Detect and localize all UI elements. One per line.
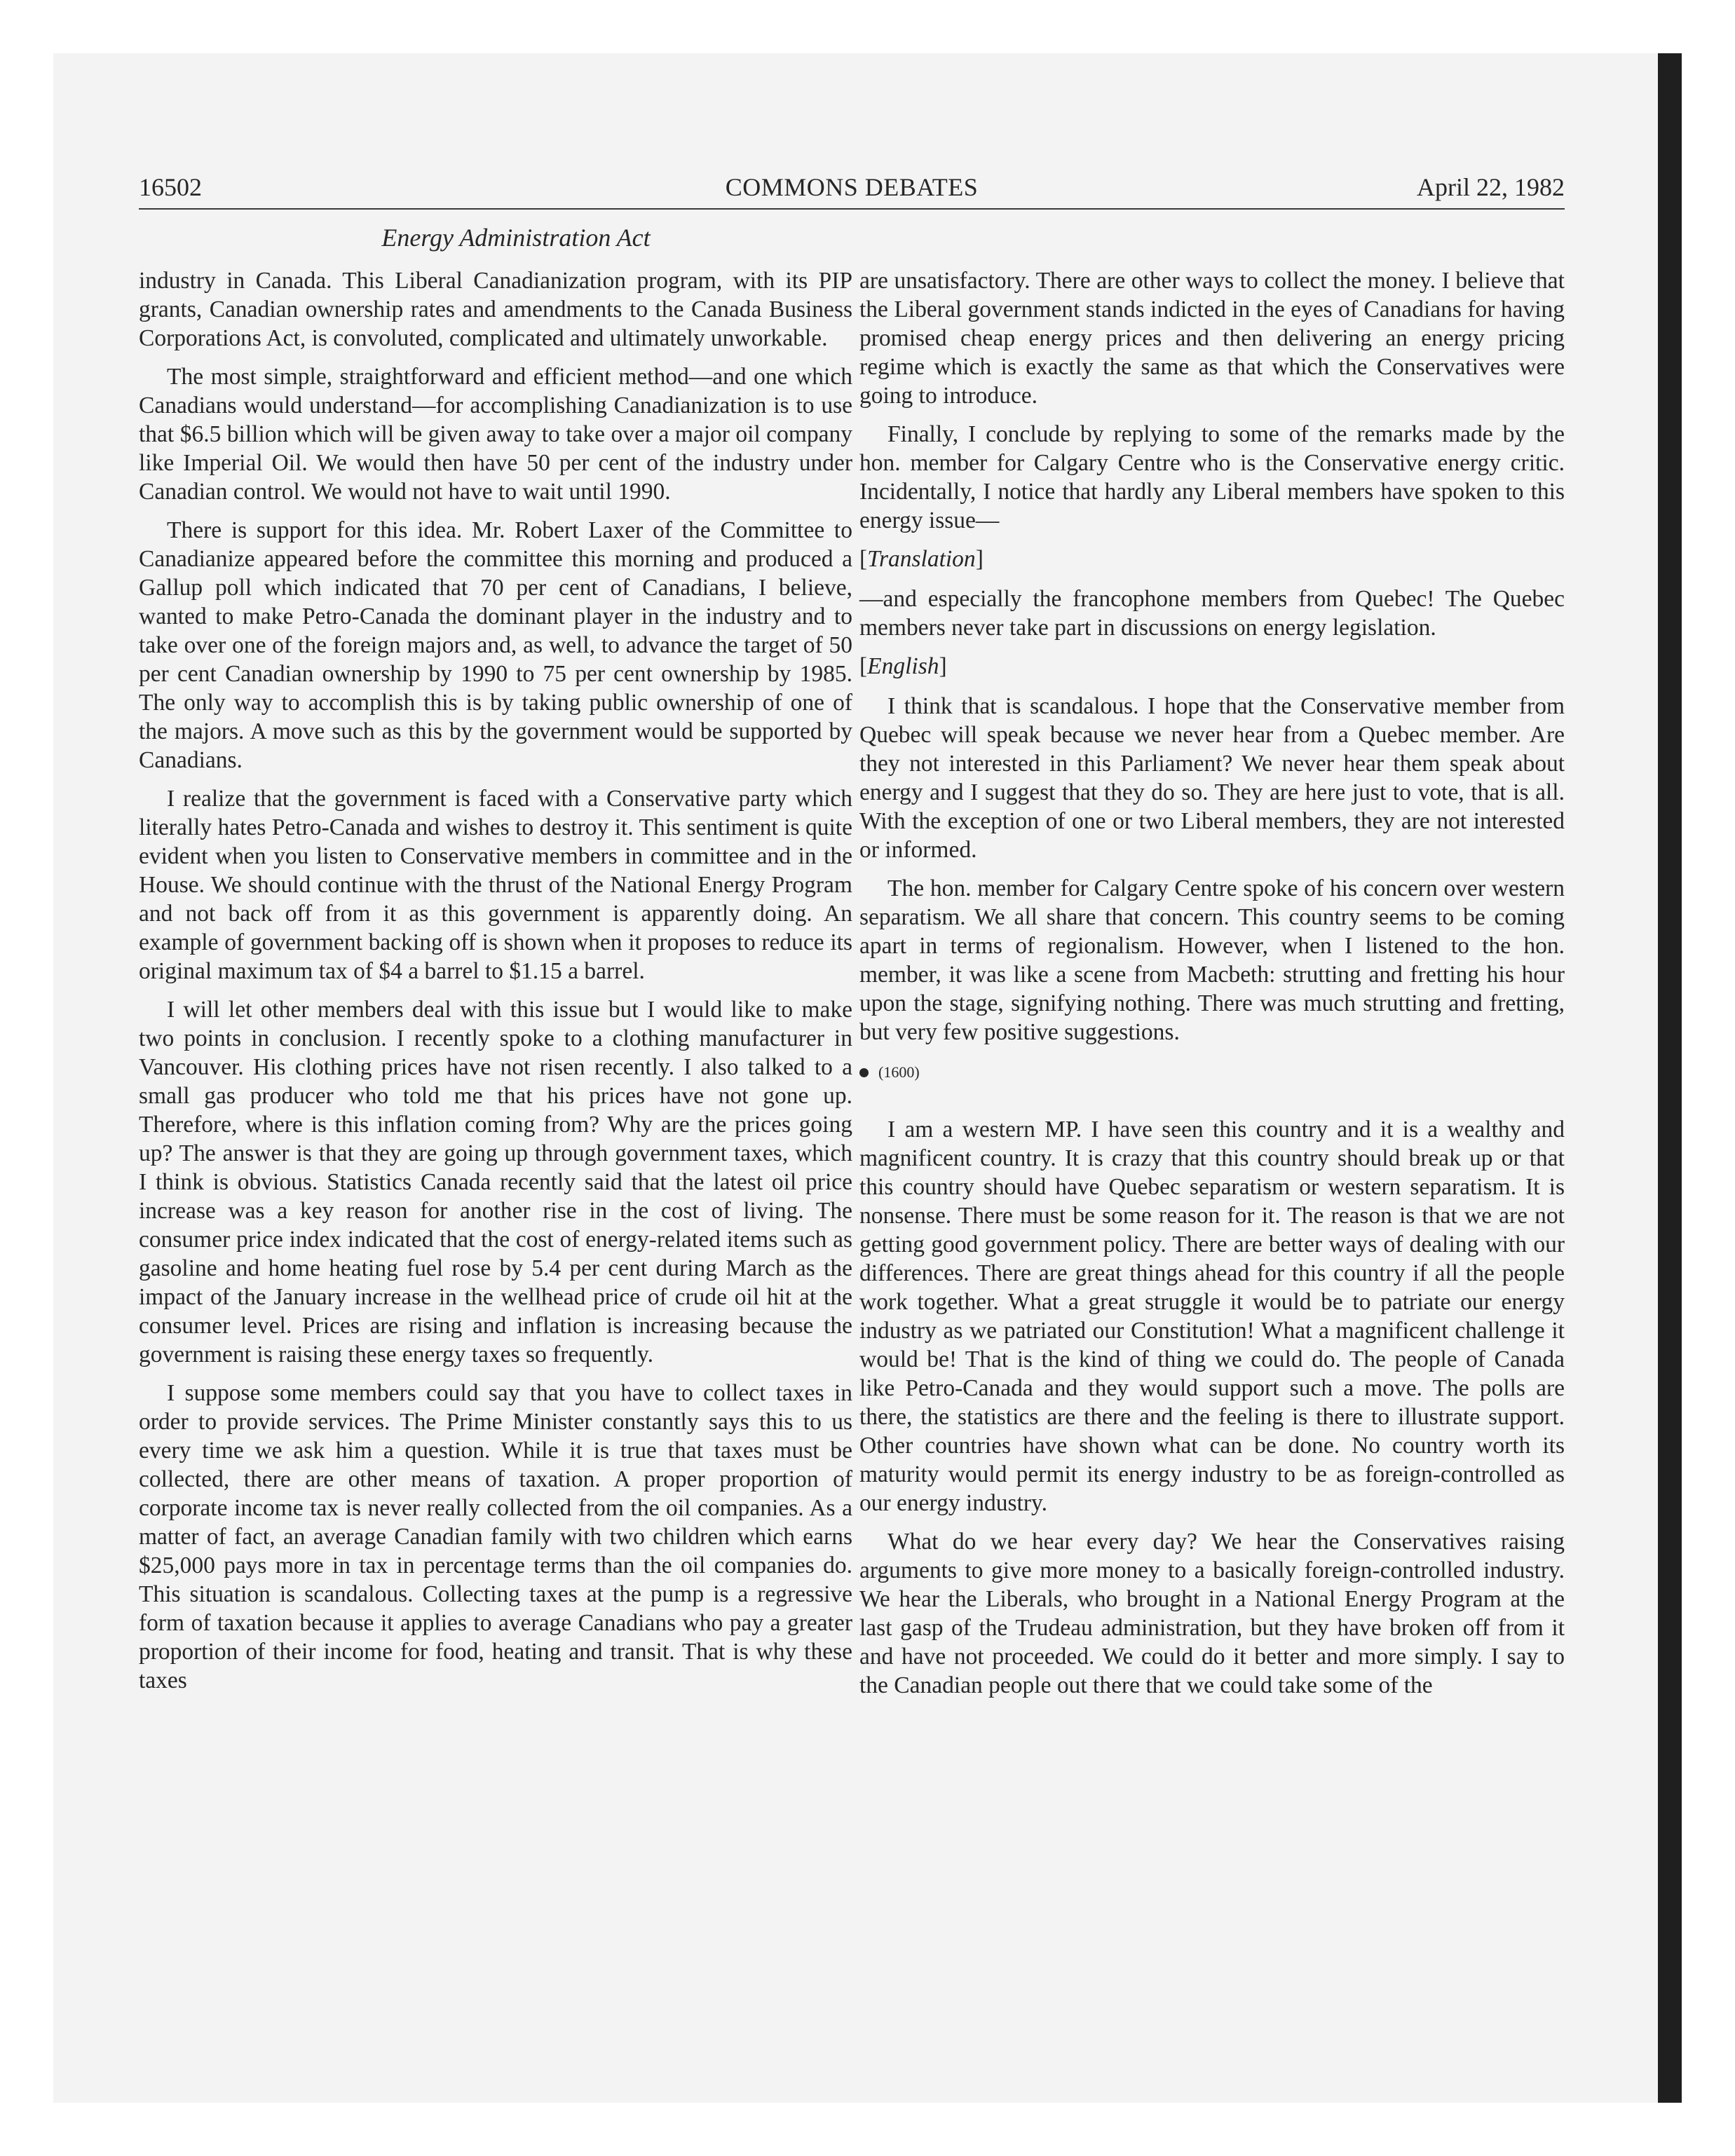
right-column	[859, 266, 1565, 1710]
paragraph: are unsatisfactory. There are other ways to collect the money. I believe that the Liberal government stands indicted in the eyes of Canadians for having promised cheap energy prices and then delivering an energy pricing regime which is exactly the same as that which the Conservatives were going to introduce.	[859, 268, 1565, 409]
paragraph: There is support for this idea. Mr. Robert Laxer of the Committee to Canadianize appeared before the committee this morning and produced a Gallup poll which indicated that 70 per cent of Canadians, I believe, wanted to make Petro-Canada the dominant player in the industry and to take over one of the foreign majors and, as well, to advance the target of 50 per cent Canadian ownership by 1990 to 75 per cent ownership by 1985. The only way to accomplish this is by taking public ownership of one of the majors. A move such as this by the government would be supported by Canadians.	[139, 517, 852, 773]
language-label-english: [English]	[859, 653, 947, 679]
paragraph: —and especially the francophone members from Quebec! The Quebec members never take part in discussions on energy legislation.	[859, 586, 1565, 641]
journal-title: COMMONS DEBATES	[725, 173, 979, 201]
paragraph: I will let other members deal with this issue but I would like to make two points in conclusion. I recently spoke to a clothing manufacturer in Vancouver. His clothing prices have not risen recently. I also talked to a small gas producer who told me that his prices have not gone up. Therefore, where is this inflation coming from? Why are the prices going up? The answer is that they are going up through government taxes, which I think is obvious. Statistics Canada recently said that the latest oil price increase was a key reason for another rise in the cost of living. The consumer price index indicated that the cost of energy-related items such as gasoline and home heating fuel rose by 5.4 per cent during March as the impact of the January increase in the wellhead price of crude oil hit at the consumer level. Prices are rising and inflation is increasing because the government is raising these energy taxes so frequently.	[139, 997, 852, 1367]
paragraph: I suppose some members could say that you have to collect taxes in order to provide services. The Prime Minister constantly says this to us every time we ask him a question. While it is true that taxes must be collected, there are other means of taxation. A proper proportion of corporate income tax is never really collected from the oil companies. As a matter of fact, an average Canadian family with two children which earns $25,000 pays more in tax in percentage terms than the oil companies do. This situation is scandalous. Collecting taxes at the pump is a regressive form of taxation because it applies to average Canadians who pay a greater proportion of their income for food, heating and transit. That is why these taxes	[139, 1380, 852, 1693]
paragraph: The most simple, straightforward and efficient method—and one which Canadians would understand—for accomplishing Canadianization is to use that $6.5 billion which will be given away to take over a major oil company like Imperial Oil. We would then have 50 per cent of the industry under Canadian control. We would not have to wait until 1990.	[139, 364, 852, 505]
time-marker	[859, 1062, 1565, 1083]
language-label-text: English	[867, 653, 939, 679]
paragraph: What do we hear every day? We hear the Conservatives raising arguments to give more money to a basically foreign-controlled industry. We hear the Liberals, who brought in a National Energy Program at the last gasp of the Trudeau administration, but they have broken off from it and have not proceeded. We could do it better and more simply. I say to the Canadian people out there that we could take some of the	[859, 1529, 1565, 1698]
paragraph: I realize that the government is faced with a Conservative party which literally hates Petro-Canada and wishes to destroy it. This sentiment is quite evident when you listen to Conservative members in committee and in the House. We should continue with the thrust of the National Energy Program and not back off from it as this government is apparently doing. An example of government backing off is shown when it proposes to reduce its original maximum tax of $4 a barrel to $1.15 a barrel.	[139, 786, 852, 984]
running-header	[139, 172, 1565, 212]
page-number: 16502	[139, 173, 202, 201]
page-date: April 22, 1982	[1417, 173, 1565, 201]
scan-edge-shadow	[1658, 53, 1682, 2103]
paragraph: Finally, I conclude by replying to some of the remarks made by the hon. member for Calgary Centre who is the Conservative energy critic. Incidentally, I notice that hardly any Liberal members have spoken to this energy issue—	[859, 421, 1565, 533]
section-title: Energy Administration Act	[381, 224, 651, 252]
header-rule	[139, 208, 1565, 210]
time-marker-text: (1600)	[878, 1063, 920, 1081]
language-label-text: Translation	[867, 546, 976, 572]
paragraph: The hon. member for Calgary Centre spoke of his concern over western separatism. We all share that concern. This country seems to be coming apart in terms of regionalism. However, when I listened to the hon. member, it was like a scene from Macbeth: strutting and fretting his hour upon the stage, signifying nothing. There was much strutting and fretting, but very few positive suggestions.	[859, 875, 1565, 1045]
paragraph: I am a western MP. I have seen this country and it is a wealthy and magnificent country. It is crazy that this country should break up or that this country should have Quebec separatism or western separatism. It is nonsense. There must be some reason for it. The reason is that we are not getting good government policy. There are better ways of dealing with our differences. There are great things ahead for this country if all the people work together. What a great struggle it would be to patriate our energy industry as we patriated our Constitution! What a magnificent challenge it would be! That is the kind of thing we could do. The people of Canada like Petro-Canada and they would support such a move. The polls are there, the statistics are there and the feeling is there to illustrate support. Other countries have shown what can be done. No country worth its maturity would permit its energy industry to be as foreign-controlled as our energy industry.	[859, 1117, 1565, 1516]
left-column	[139, 266, 852, 1705]
language-label-translation: [Translation]	[859, 546, 984, 572]
bullet-icon	[859, 1068, 869, 1077]
paragraph: industry in Canada. This Liberal Canadianization program, with its PIP grants, Canadian ownership rates and amendments to the Canada Business Corporations Act, is convoluted, complicated and ultimately unworkable.	[139, 268, 852, 351]
paragraph: I think that is scandalous. I hope that the Conservative member from Quebec will speak because we never hear from a Quebec member. Are they not interested in this Parliament? We never hear them speak about energy and I suggest that they do so. They are here just to vote, that is all. With the exception of one or two Liberal members, they are not interested or informed.	[859, 693, 1565, 863]
